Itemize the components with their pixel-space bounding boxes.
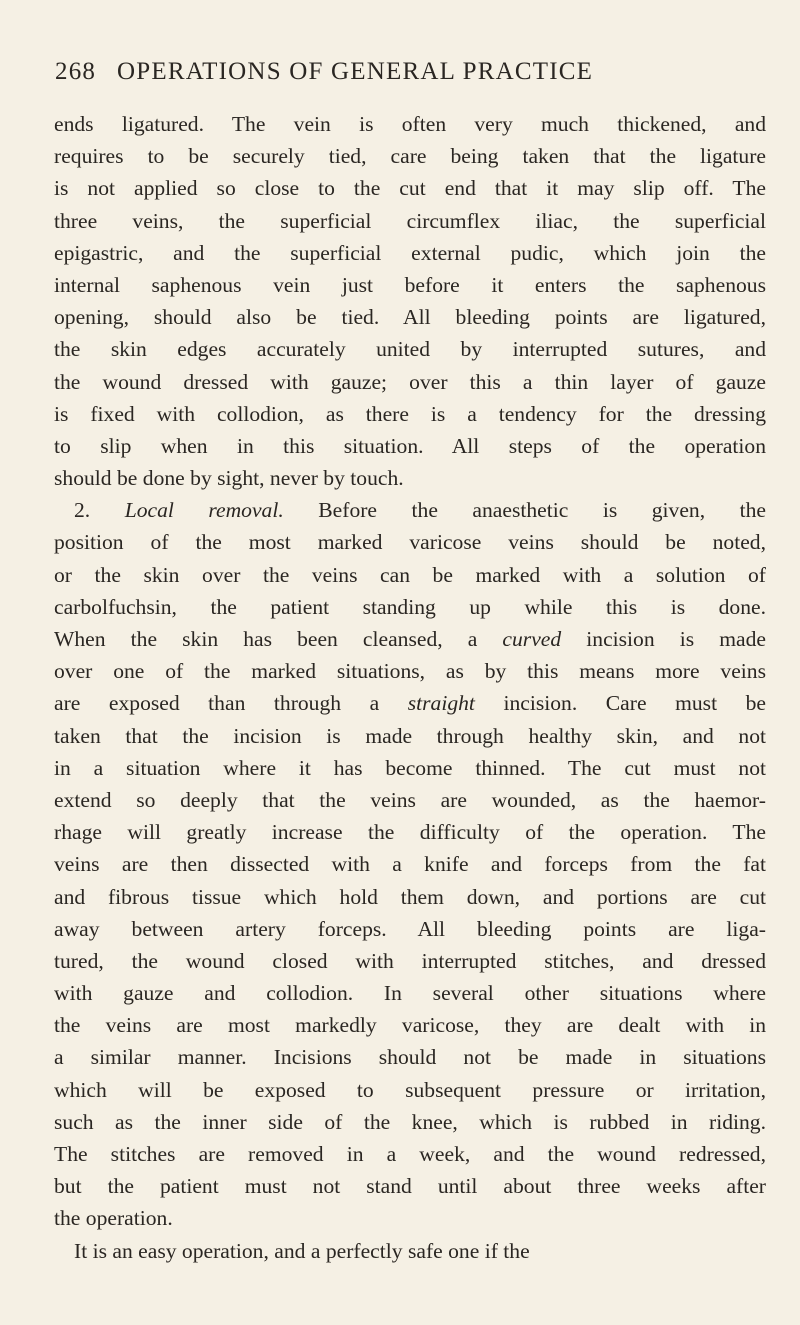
text-line: ends ligatured. The vein is often very much thickened, and: [54, 112, 766, 136]
text-line: [54, 623, 766, 655]
text-line: the skin edges accurately united by interrupted sutures, and: [54, 337, 766, 362]
body-text: [54, 108, 766, 1267]
text-line: to slip when in this situation. All steps of the operation: [54, 433, 766, 458]
text-line: should be done by sight, never by touch.: [54, 466, 404, 491]
text-line: The stitches are removed in a week, and the wound redressed,: [54, 1142, 766, 1166]
running-title: OPERATIONS OF GENERAL PRACTICE: [117, 58, 594, 85]
text-run: 2.: [74, 498, 125, 523]
text-line: [54, 687, 766, 719]
text-line: position of the most marked varicose veins should be noted,: [54, 530, 766, 555]
text-line: or the skin over the veins can be marked with a solution of: [54, 562, 766, 587]
text-line: epigastric, and the superficial external pudic, which join the: [54, 240, 766, 265]
text-line: extend so deeply that the veins are wounded, as the haemor-: [54, 787, 766, 812]
text-line: veins are then dissected with a knife and forceps from the fat: [54, 852, 766, 877]
running-head: [55, 58, 755, 92]
italic-term: straight: [407, 691, 475, 716]
text-line: It is an easy operation, and a perfectly safe one if the: [74, 1238, 530, 1263]
text-line: is not applied so close to the cut end that it may slip off. The: [54, 176, 766, 201]
text-line: [54, 494, 766, 526]
page-number: 268: [55, 58, 97, 85]
text-line: such as the inner side of the knee, which is rubbed in riding.: [54, 1109, 766, 1134]
text-run: incision. Care must be: [474, 691, 766, 716]
text-run: are exposed than through a: [54, 691, 408, 716]
text-line: and fibrous tissue which hold them down, and portions are cut: [54, 884, 766, 909]
text-line: is fixed with collodion, as there is a tendency for the dressing: [54, 401, 766, 426]
italic-term: curved: [502, 627, 562, 651]
text-line: a similar manner. Incisions should not be made in situations: [54, 1045, 766, 1070]
text-line: opening, should also be tied. All bleeding points are ligatured,: [54, 305, 766, 330]
text-line: the wound dressed with gauze; over this a thin layer of gauze: [54, 369, 766, 394]
text-line: requires to be securely tied, care being taken that the ligature: [54, 144, 766, 169]
text-line: in a situation where it has become thinned. The cut must not: [54, 755, 766, 780]
text-line: but the patient must not stand until about three weeks after: [54, 1174, 766, 1199]
text-run: Before the anaesthetic is given, the: [283, 498, 766, 523]
text-line: internal saphenous vein just before it enters the saphenous: [54, 272, 766, 297]
text-line: tured, the wound closed with interrupted stitches, and dressed: [54, 948, 766, 973]
italic-term: Local removal.: [124, 498, 284, 523]
text-run: When the skin has been cleansed, a: [54, 627, 503, 651]
text-line: with gauze and collodion. In several other situations where: [54, 981, 766, 1006]
text-line: which will be exposed to subsequent pressure or irritation,: [54, 1077, 766, 1102]
text-line: rhage will greatly increase the difficulty of the operation. The: [54, 820, 766, 845]
text-line: taken that the incision is made through healthy skin, and not: [54, 723, 766, 748]
text-line: the veins are most markedly varicose, they are dealt with in: [54, 1013, 766, 1038]
text-line: the operation.: [54, 1206, 173, 1231]
text-line: carbolfuchsin, the patient standing up while this is done.: [54, 594, 766, 619]
text-run: incision is made: [561, 627, 766, 651]
text-line: away between artery forceps. All bleeding points are liga-: [54, 916, 766, 941]
text-line: three veins, the superficial circumflex iliac, the superficial: [54, 208, 766, 233]
text-line: over one of the marked situations, as by this means more veins: [54, 659, 766, 684]
